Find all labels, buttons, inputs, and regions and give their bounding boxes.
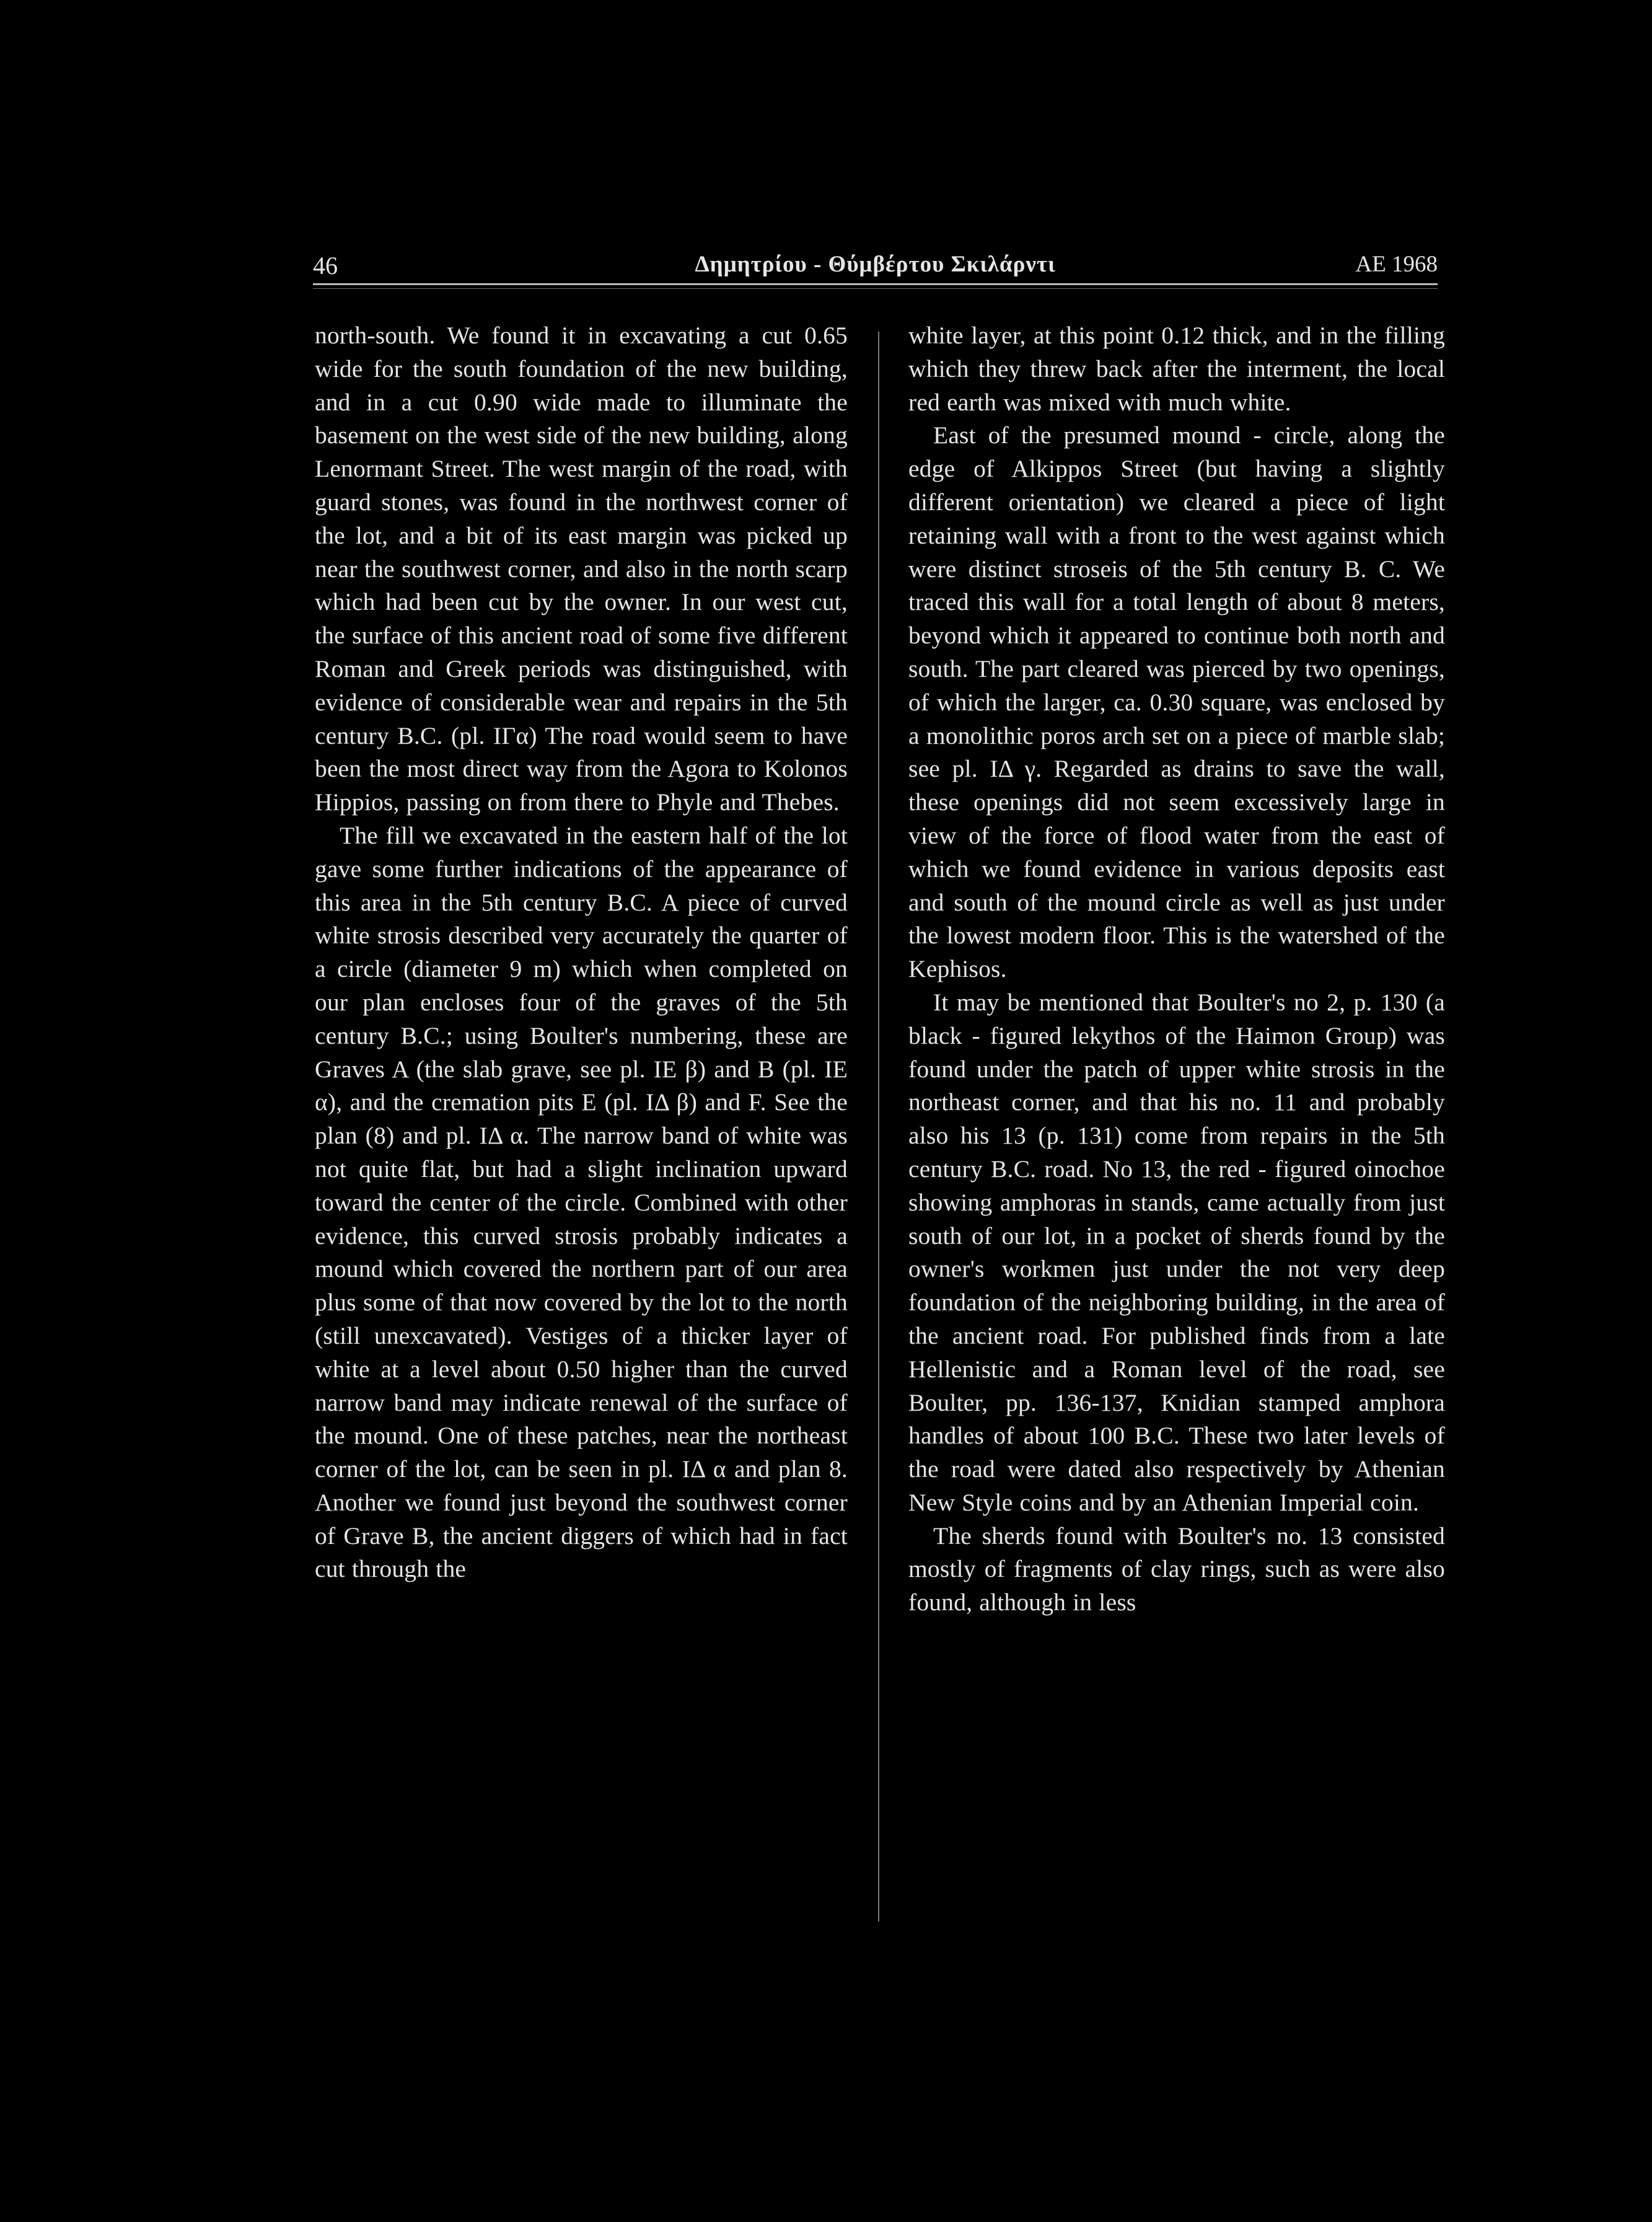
- left-paragraph-1: north-south. We found it in excavating a cut 0.65 wide for the south foundation of the new building, and in a cut 0.90 wide made to illuminate the basement on the west side of the new building, along Lenormant Street. The west margin of the road, with guard stones, was found in the northwest corner of the lot, and a bit of its east margin was picked up near the southwest corner, and also in the north scarp which had been cut by the owner. In our west cut, the surface of this ancient road of some five different Roman and Greek periods was distinguished, with evidence of considerable wear and repairs in the 5th century B.C. (pl. ΙΓα) The road would seem to have been the most direct way from the Agora to Kolonos Hippios, passing on from there to Phyle and Thebes.: [315, 322, 848, 816]
- journal-reference: ΑΕ 1968: [1355, 252, 1438, 277]
- left-column: [315, 319, 848, 1586]
- running-title: Δημητρίου - Θύμβέρτου Σκιλάρντι: [695, 252, 1056, 277]
- right-paragraph-4: The sherds found with Boulter's no. 13 consisted mostly of fragments of clay rings, such as were also found, although in less: [908, 1522, 1445, 1616]
- left-paragraph-2: The fill we excavated in the eastern half of the lot gave some further indications of the appearance of this area in the 5th century B.C. A piece of curved white strosis described very accurately the quarter of a circle (diameter 9 m) which when completed on our plan encloses four of the graves of the 5th century B.C.; using Boulter's numbering, these are Graves A (the slab grave, see pl. ΙΕ β) and B (pl. ΙΕ α), and the cremation pits E (pl. ΙΔ β) and F. See the plan (8) and pl. ΙΔ α. The narrow band of white was not quite flat, but had a slight inclination upward toward the center of the circle. Combined with other evidence, this curved strosis probably indicates a mound which covered the northern part of our area plus some of that now covered by the lot to the north (still unexcavated). Vestiges of a thicker layer of white at a level about 0.50 higher than the curved narrow band may indicate renewal of the surface of the mound. One of these patches, near the northeast corner of the lot, can be seen in pl. ΙΔ α and plan 8. Another we found just beyond the southwest corner of Grave B, the ancient diggers of which had in fact cut through the: [315, 821, 848, 1583]
- right-paragraph-2: East of the presumed mound - circle, along the edge of Alkippos Street (but having a slightly different orientation) we cleared a piece of light retaining wall with a front to the west against which were distinct stroseis of the 5th century B. C. We traced this wall for a total length of about 8 meters, beyond which it appeared to continue both north and south. The part cleared was pierced by two openings, of which the larger, ca. 0.30 square, was enclosed by a monolithic poros arch set on a piece of marble slab; see pl. ΙΔ γ. Regarded as drains to save the wall, these openings did not seem excessively large in view of the force of flood water from the east of which we found evidence in various deposits east and south of the mound circle as well as just under the lowest modern floor. This is the watershed of the Kephisos.: [908, 421, 1445, 983]
- page-number: 46: [313, 252, 338, 280]
- right-paragraph-3: It may be mentioned that Boulter's no 2, p. 130 (a black - figured lekythos of the Haimon Group) was found under the patch of upper white strosis in the northeast corner, and that his no. 11 and probably also his 13 (p. 131) come from repairs in the 5th century B.C. road. No 13, the red - figured oinochoe showing amphoras in stands, came actually from just south of our lot, in a pocket of sherds found by the owner's workmen just under the not very deep foundation of the neighboring building, in the area of the ancient road. For published finds from a late Hellenistic and a Roman level of the road, see Boulter, pp. 136-137, Knidian stamped amphora handles of about 100 B.C. These two later levels of the road were dated also respectively by Athenian New Style coins and by an Athenian Imperial coin.: [908, 988, 1445, 1516]
- right-column: [908, 319, 1445, 1620]
- header-rule-thin: [313, 288, 1438, 289]
- right-paragraph-1: white layer, at this point 0.12 thick, and in the filling which they threw back after the interment, the local red earth was mixed with much white.: [908, 322, 1445, 416]
- running-header: [313, 245, 1438, 288]
- column-divider: [878, 332, 879, 1921]
- header-rule: [313, 283, 1438, 285]
